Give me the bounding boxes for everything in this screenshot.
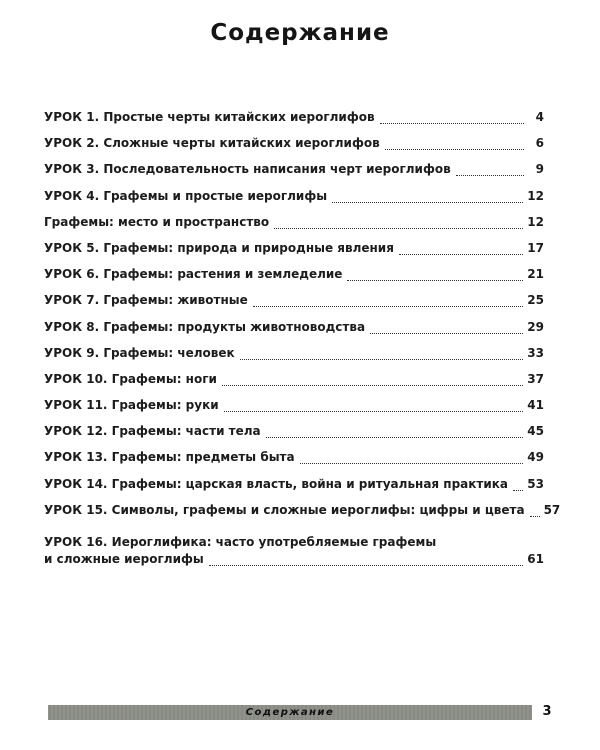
dot-leader — [253, 305, 524, 307]
toc-entry-page: 53 — [527, 476, 544, 491]
dot-leader — [240, 358, 524, 360]
toc-entry-title: УРОК 7. Графемы: животные — [44, 293, 248, 308]
toc-entry-page: 49 — [527, 450, 544, 465]
toc-entry[interactable] — [44, 136, 544, 162]
toc-entry-title: УРОК 4. Графемы и простые иероглифы — [44, 188, 328, 203]
toc-entry[interactable] — [44, 162, 544, 188]
toc-entry-title-continuation: и сложные иероглифы — [44, 552, 204, 566]
toc-entry-page: 29 — [527, 319, 544, 334]
dot-leader — [456, 174, 524, 176]
toc-entry-title: УРОК 13. Графемы: предметы быта — [44, 450, 295, 465]
toc-entry-page: 33 — [527, 345, 544, 360]
toc-entry[interactable] — [44, 267, 544, 293]
dot-leader — [399, 253, 523, 255]
toc-entry-title: УРОК 3. Последовательность написания черт иероглифов — [44, 162, 451, 177]
toc-entry[interactable] — [44, 450, 544, 476]
toc-entry-title: УРОК 5. Графемы: природа и природные явления — [44, 240, 394, 255]
toc-entry[interactable] — [44, 320, 544, 346]
toc-entry-title: УРОК 15. Символы, графемы и сложные иероглифы: цифры и цвета — [44, 502, 525, 517]
dot-leader — [222, 384, 523, 386]
toc-entry-page: 41 — [527, 398, 544, 413]
toc-entry-title: УРОК 10. Графемы: ноги — [44, 371, 217, 386]
dot-leader — [266, 436, 524, 438]
toc-entry-title: УРОК 16. Иероглифика: часто употребляемые графемы — [44, 535, 437, 549]
toc-entry-page: 12 — [527, 214, 544, 229]
toc-entry-page: 17 — [527, 240, 544, 255]
toc-entry-title: УРОК 1. Простые черты китайских иероглифов — [44, 110, 375, 124]
dot-leader — [209, 564, 524, 566]
toc-entry-page: 4 — [535, 110, 544, 124]
dot-leader — [332, 201, 523, 203]
toc-entry-page: 12 — [527, 188, 544, 203]
toc-entry-page: 57 — [543, 502, 561, 517]
toc-entry[interactable] — [44, 535, 544, 575]
dot-leader — [300, 462, 524, 464]
toc-entry-title: УРОК 6. Графемы: растения и земледелие — [44, 267, 343, 282]
toc-entry[interactable] — [44, 346, 544, 372]
dot-leader — [513, 489, 523, 491]
toc-entry-title: УРОК 2. Сложные черты китайских иероглифов — [44, 136, 380, 151]
toc-entry[interactable] — [44, 189, 544, 215]
toc-entry-title: УРОК 9. Графемы: человек — [44, 345, 235, 360]
toc-entry-page: 6 — [535, 136, 544, 151]
page-number: 3 — [542, 704, 552, 719]
toc-entry[interactable] — [44, 424, 544, 450]
toc-entry-title: УРОК 14. Графемы: царская власть, война и ритуальная практика — [44, 476, 509, 491]
dot-leader — [274, 227, 523, 229]
dot-leader — [385, 148, 524, 150]
dot-leader — [380, 122, 524, 124]
table-of-contents — [44, 110, 561, 575]
toc-entry-page: 9 — [535, 162, 544, 177]
toc-entry-page: 45 — [527, 424, 544, 439]
dot-leader — [347, 279, 523, 281]
toc-entry[interactable] — [44, 241, 544, 267]
toc-entry[interactable] — [44, 502, 561, 529]
dot-leader — [224, 410, 524, 412]
toc-entry-page: 21 — [527, 267, 544, 282]
toc-entry-title: УРОК 12. Графемы: части тела — [44, 424, 261, 439]
toc-entry-title: УРОК 11. Графемы: руки — [44, 398, 219, 413]
toc-entry[interactable] — [44, 110, 544, 136]
toc-entry[interactable] — [44, 398, 544, 424]
toc-entry[interactable] — [44, 372, 544, 398]
footer-bar — [48, 705, 532, 720]
toc-entry[interactable] — [44, 215, 544, 241]
dot-leader — [370, 332, 523, 334]
toc-entry-page: 37 — [527, 371, 544, 386]
page-title: Содержание — [210, 20, 390, 46]
toc-entry-title: УРОК 8. Графемы: продукты животноводства — [44, 319, 366, 334]
footer-section-title: Содержание — [245, 707, 335, 718]
toc-entry-title: Графемы: место и пространство — [44, 214, 270, 229]
toc-entry[interactable] — [44, 293, 544, 319]
dot-leader — [530, 515, 540, 517]
toc-entry-page: 61 — [527, 552, 544, 566]
toc-entry[interactable] — [44, 477, 544, 503]
toc-entry-page: 25 — [527, 293, 544, 308]
